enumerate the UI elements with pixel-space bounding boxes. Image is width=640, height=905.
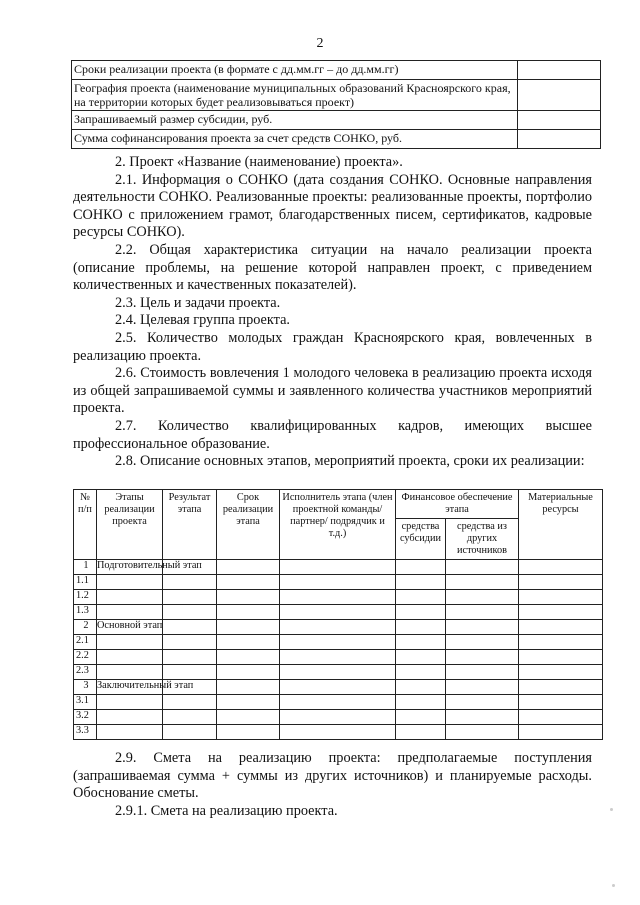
table-cell[interactable] bbox=[519, 695, 603, 710]
table-row bbox=[74, 665, 603, 680]
table-cell[interactable] bbox=[519, 605, 603, 620]
table-cell[interactable] bbox=[163, 665, 217, 680]
table-cell[interactable] bbox=[280, 560, 396, 575]
table-cell[interactable] bbox=[97, 725, 163, 740]
table-cell[interactable] bbox=[396, 560, 446, 575]
stage-number: 3 bbox=[74, 680, 97, 695]
table-cell[interactable] bbox=[446, 725, 519, 740]
table-cell[interactable] bbox=[280, 605, 396, 620]
paragraph: 2.3. Цель и задачи проекта. bbox=[115, 294, 281, 311]
table-row bbox=[74, 605, 603, 620]
row-number: 1.3 bbox=[74, 605, 97, 620]
row-label: Запрашиваемый размер субсидии, руб. bbox=[72, 111, 518, 130]
table-cell[interactable] bbox=[97, 635, 163, 650]
page-number: 2 bbox=[316, 36, 324, 51]
table-cell[interactable] bbox=[163, 635, 217, 650]
table-cell[interactable] bbox=[519, 725, 603, 740]
table-cell[interactable] bbox=[217, 695, 280, 710]
table-cell[interactable] bbox=[217, 665, 280, 680]
table-cell[interactable] bbox=[396, 695, 446, 710]
table-cell[interactable] bbox=[446, 680, 519, 695]
table-cell[interactable] bbox=[396, 575, 446, 590]
table-cell[interactable] bbox=[519, 650, 603, 665]
row-number: 1.1 bbox=[74, 575, 97, 590]
table-cell[interactable] bbox=[396, 620, 446, 635]
table-cell[interactable] bbox=[280, 680, 396, 695]
table-row bbox=[74, 695, 603, 710]
paragraph: 2.6. Стоимость вовлечения 1 молодого человека в реализацию проекта исходя из общей запрашиваемой суммы и заявленного количества участников мероприятий проекта. bbox=[73, 365, 592, 417]
table-cell[interactable] bbox=[163, 620, 217, 635]
table-cell[interactable] bbox=[280, 590, 396, 605]
table-cell[interactable] bbox=[163, 575, 217, 590]
table-cell[interactable] bbox=[396, 680, 446, 695]
table-cell[interactable] bbox=[446, 575, 519, 590]
table-cell[interactable] bbox=[519, 665, 603, 680]
table-row bbox=[72, 80, 601, 111]
table-row bbox=[74, 590, 603, 605]
row-label: Сроки реализации проекта (в формате с дд.мм.гг – до дд.мм.гг) bbox=[72, 61, 518, 80]
table-cell[interactable] bbox=[97, 650, 163, 665]
row-number: 3.3 bbox=[74, 725, 97, 740]
header-subsidy: средства субсидии bbox=[396, 519, 446, 560]
table-cell[interactable] bbox=[446, 560, 519, 575]
paragraph: 2.7. Количество квалифицированных кадров, имеющих высшее профессиональное образование. bbox=[73, 417, 592, 452]
table-cell[interactable] bbox=[163, 725, 217, 740]
header-stages: Этапы реализации проекта bbox=[97, 490, 163, 560]
table-row bbox=[74, 725, 603, 740]
table-cell[interactable] bbox=[280, 695, 396, 710]
table-cell[interactable] bbox=[217, 590, 280, 605]
row-value-cell[interactable] bbox=[518, 130, 601, 149]
table-cell[interactable] bbox=[280, 575, 396, 590]
row-value-cell[interactable] bbox=[518, 111, 601, 130]
header-executor: Исполнитель этапа (член проектной команды/партнер/ подрядчик и т.д.) bbox=[280, 490, 396, 560]
row-label: География проекта (наименование муниципальных образований Красноярского края, на территории которых будет реализовываться проект) bbox=[72, 80, 518, 111]
stage-group-row bbox=[74, 680, 603, 695]
header-num: № п/п bbox=[74, 490, 97, 560]
table-cell[interactable] bbox=[396, 725, 446, 740]
row-label: Сумма софинансирования проекта за счет средств СОНКО, руб. bbox=[72, 130, 518, 149]
table-cell[interactable] bbox=[217, 680, 280, 695]
table-cell[interactable] bbox=[519, 590, 603, 605]
header-result: Результат этапа bbox=[163, 490, 217, 560]
row-number: 1.2 bbox=[74, 590, 97, 605]
row-number: 3.2 bbox=[74, 710, 97, 725]
table-cell[interactable] bbox=[446, 605, 519, 620]
table-row bbox=[72, 130, 601, 149]
header-other: средства из других источников bbox=[446, 519, 519, 560]
paragraph: 2.9. Смета на реализацию проекта: предполагаемые поступления (запрашиваемая сумма + суммы из других источников) и планируемые расходы. Обоснование сметы. bbox=[73, 750, 592, 802]
paragraph: 2.9.1. Смета на реализацию проекта. bbox=[115, 802, 338, 819]
table-cell[interactable] bbox=[446, 695, 519, 710]
table-cell[interactable] bbox=[396, 605, 446, 620]
table-cell[interactable] bbox=[519, 575, 603, 590]
row-number: 2.2 bbox=[74, 650, 97, 665]
paragraph: 2.1. Информация о СОНКО (дата создания СОНКО. Основные направления деятельности СОНКО. Реализованные проекты: реализованные проекты, портфолио СОНКО с приложением грамот, благодарственных писем, сертификатов, кадровые ресурсы СОНКО). bbox=[73, 171, 592, 241]
row-number: 3.1 bbox=[74, 695, 97, 710]
table-row bbox=[74, 575, 603, 590]
table-cell[interactable] bbox=[163, 710, 217, 725]
table-row bbox=[74, 635, 603, 650]
row-number: 2.3 bbox=[74, 665, 97, 680]
row-value-cell[interactable] bbox=[518, 80, 601, 111]
table-cell[interactable] bbox=[163, 590, 217, 605]
table-cell[interactable] bbox=[97, 695, 163, 710]
table-cell[interactable] bbox=[396, 635, 446, 650]
table-cell[interactable] bbox=[97, 710, 163, 725]
header-term: Срок реализации этапа bbox=[217, 490, 280, 560]
stage-number: 2 bbox=[74, 620, 97, 635]
table-cell[interactable] bbox=[217, 725, 280, 740]
stage-label: Заключительный этап bbox=[97, 680, 194, 691]
table-cell[interactable] bbox=[97, 575, 163, 590]
table-cell[interactable] bbox=[280, 650, 396, 665]
table-row bbox=[72, 61, 601, 80]
header-material: Материальные ресурсы bbox=[519, 490, 603, 560]
row-number: 2.1 bbox=[74, 635, 97, 650]
table-cell[interactable] bbox=[280, 710, 396, 725]
table-cell[interactable] bbox=[97, 605, 163, 620]
table-cell[interactable] bbox=[446, 710, 519, 725]
stage-group-row bbox=[74, 560, 603, 575]
table-cell[interactable] bbox=[217, 560, 280, 575]
table-row bbox=[72, 111, 601, 130]
stage-label: Основной этап bbox=[97, 620, 163, 631]
table-row bbox=[74, 710, 603, 725]
table-cell[interactable] bbox=[280, 665, 396, 680]
row-value-cell[interactable] bbox=[518, 61, 601, 80]
table-cell[interactable] bbox=[217, 620, 280, 635]
table-cell[interactable] bbox=[217, 650, 280, 665]
table-cell[interactable] bbox=[163, 650, 217, 665]
table-cell[interactable] bbox=[97, 590, 163, 605]
table-cell[interactable] bbox=[280, 620, 396, 635]
table-row bbox=[74, 650, 603, 665]
table-cell[interactable] bbox=[97, 665, 163, 680]
table-cell[interactable] bbox=[163, 605, 217, 620]
document-body bbox=[73, 154, 592, 471]
stage-label: Подготовительный этап bbox=[97, 560, 202, 571]
table-cell[interactable] bbox=[396, 650, 446, 665]
table-cell[interactable] bbox=[446, 590, 519, 605]
paragraph: 2.8. Описание основных этапов, мероприятий проекта, сроки их реализации: bbox=[115, 453, 585, 470]
paragraph: 2.4. Целевая группа проекта. bbox=[115, 312, 290, 329]
paragraph: 2. Проект «Название (наименование) проекта». bbox=[115, 154, 403, 170]
table-cell[interactable] bbox=[519, 620, 603, 635]
table-cell[interactable] bbox=[396, 590, 446, 605]
header-finance: Финансовое обеспечение этапа bbox=[396, 490, 519, 519]
paragraph: 2.2. Общая характеристика ситуации на начало реализации проекта (описание проблемы, на решение которой направлен проект, с приведением количественных и качественных показателей). bbox=[73, 241, 592, 294]
document-body-continued bbox=[73, 750, 592, 820]
table-cell[interactable] bbox=[280, 725, 396, 740]
table-cell[interactable] bbox=[396, 710, 446, 725]
stage-number: 1 bbox=[74, 560, 97, 575]
table-cell[interactable] bbox=[446, 665, 519, 680]
table-cell[interactable] bbox=[163, 695, 217, 710]
paragraph: 2.5. Количество молодых граждан Красноярского края, вовлеченных в реализацию проекта. bbox=[73, 329, 592, 364]
table-cell[interactable] bbox=[280, 635, 396, 650]
table-cell[interactable] bbox=[519, 560, 603, 575]
table-cell[interactable] bbox=[217, 575, 280, 590]
table-cell[interactable] bbox=[446, 635, 519, 650]
scan-speck bbox=[612, 884, 615, 887]
table-cell[interactable] bbox=[217, 605, 280, 620]
table-cell[interactable] bbox=[519, 680, 603, 695]
project-stages-table bbox=[73, 489, 603, 740]
table-cell[interactable] bbox=[446, 620, 519, 635]
project-summary-table bbox=[71, 60, 601, 149]
table-cell[interactable] bbox=[519, 635, 603, 650]
scan-speck bbox=[610, 808, 613, 811]
table-cell[interactable] bbox=[519, 710, 603, 725]
table-cell[interactable] bbox=[396, 665, 446, 680]
table-cell[interactable] bbox=[217, 635, 280, 650]
table-cell[interactable] bbox=[446, 650, 519, 665]
stage-group-row bbox=[74, 620, 603, 635]
table-cell[interactable] bbox=[217, 710, 280, 725]
